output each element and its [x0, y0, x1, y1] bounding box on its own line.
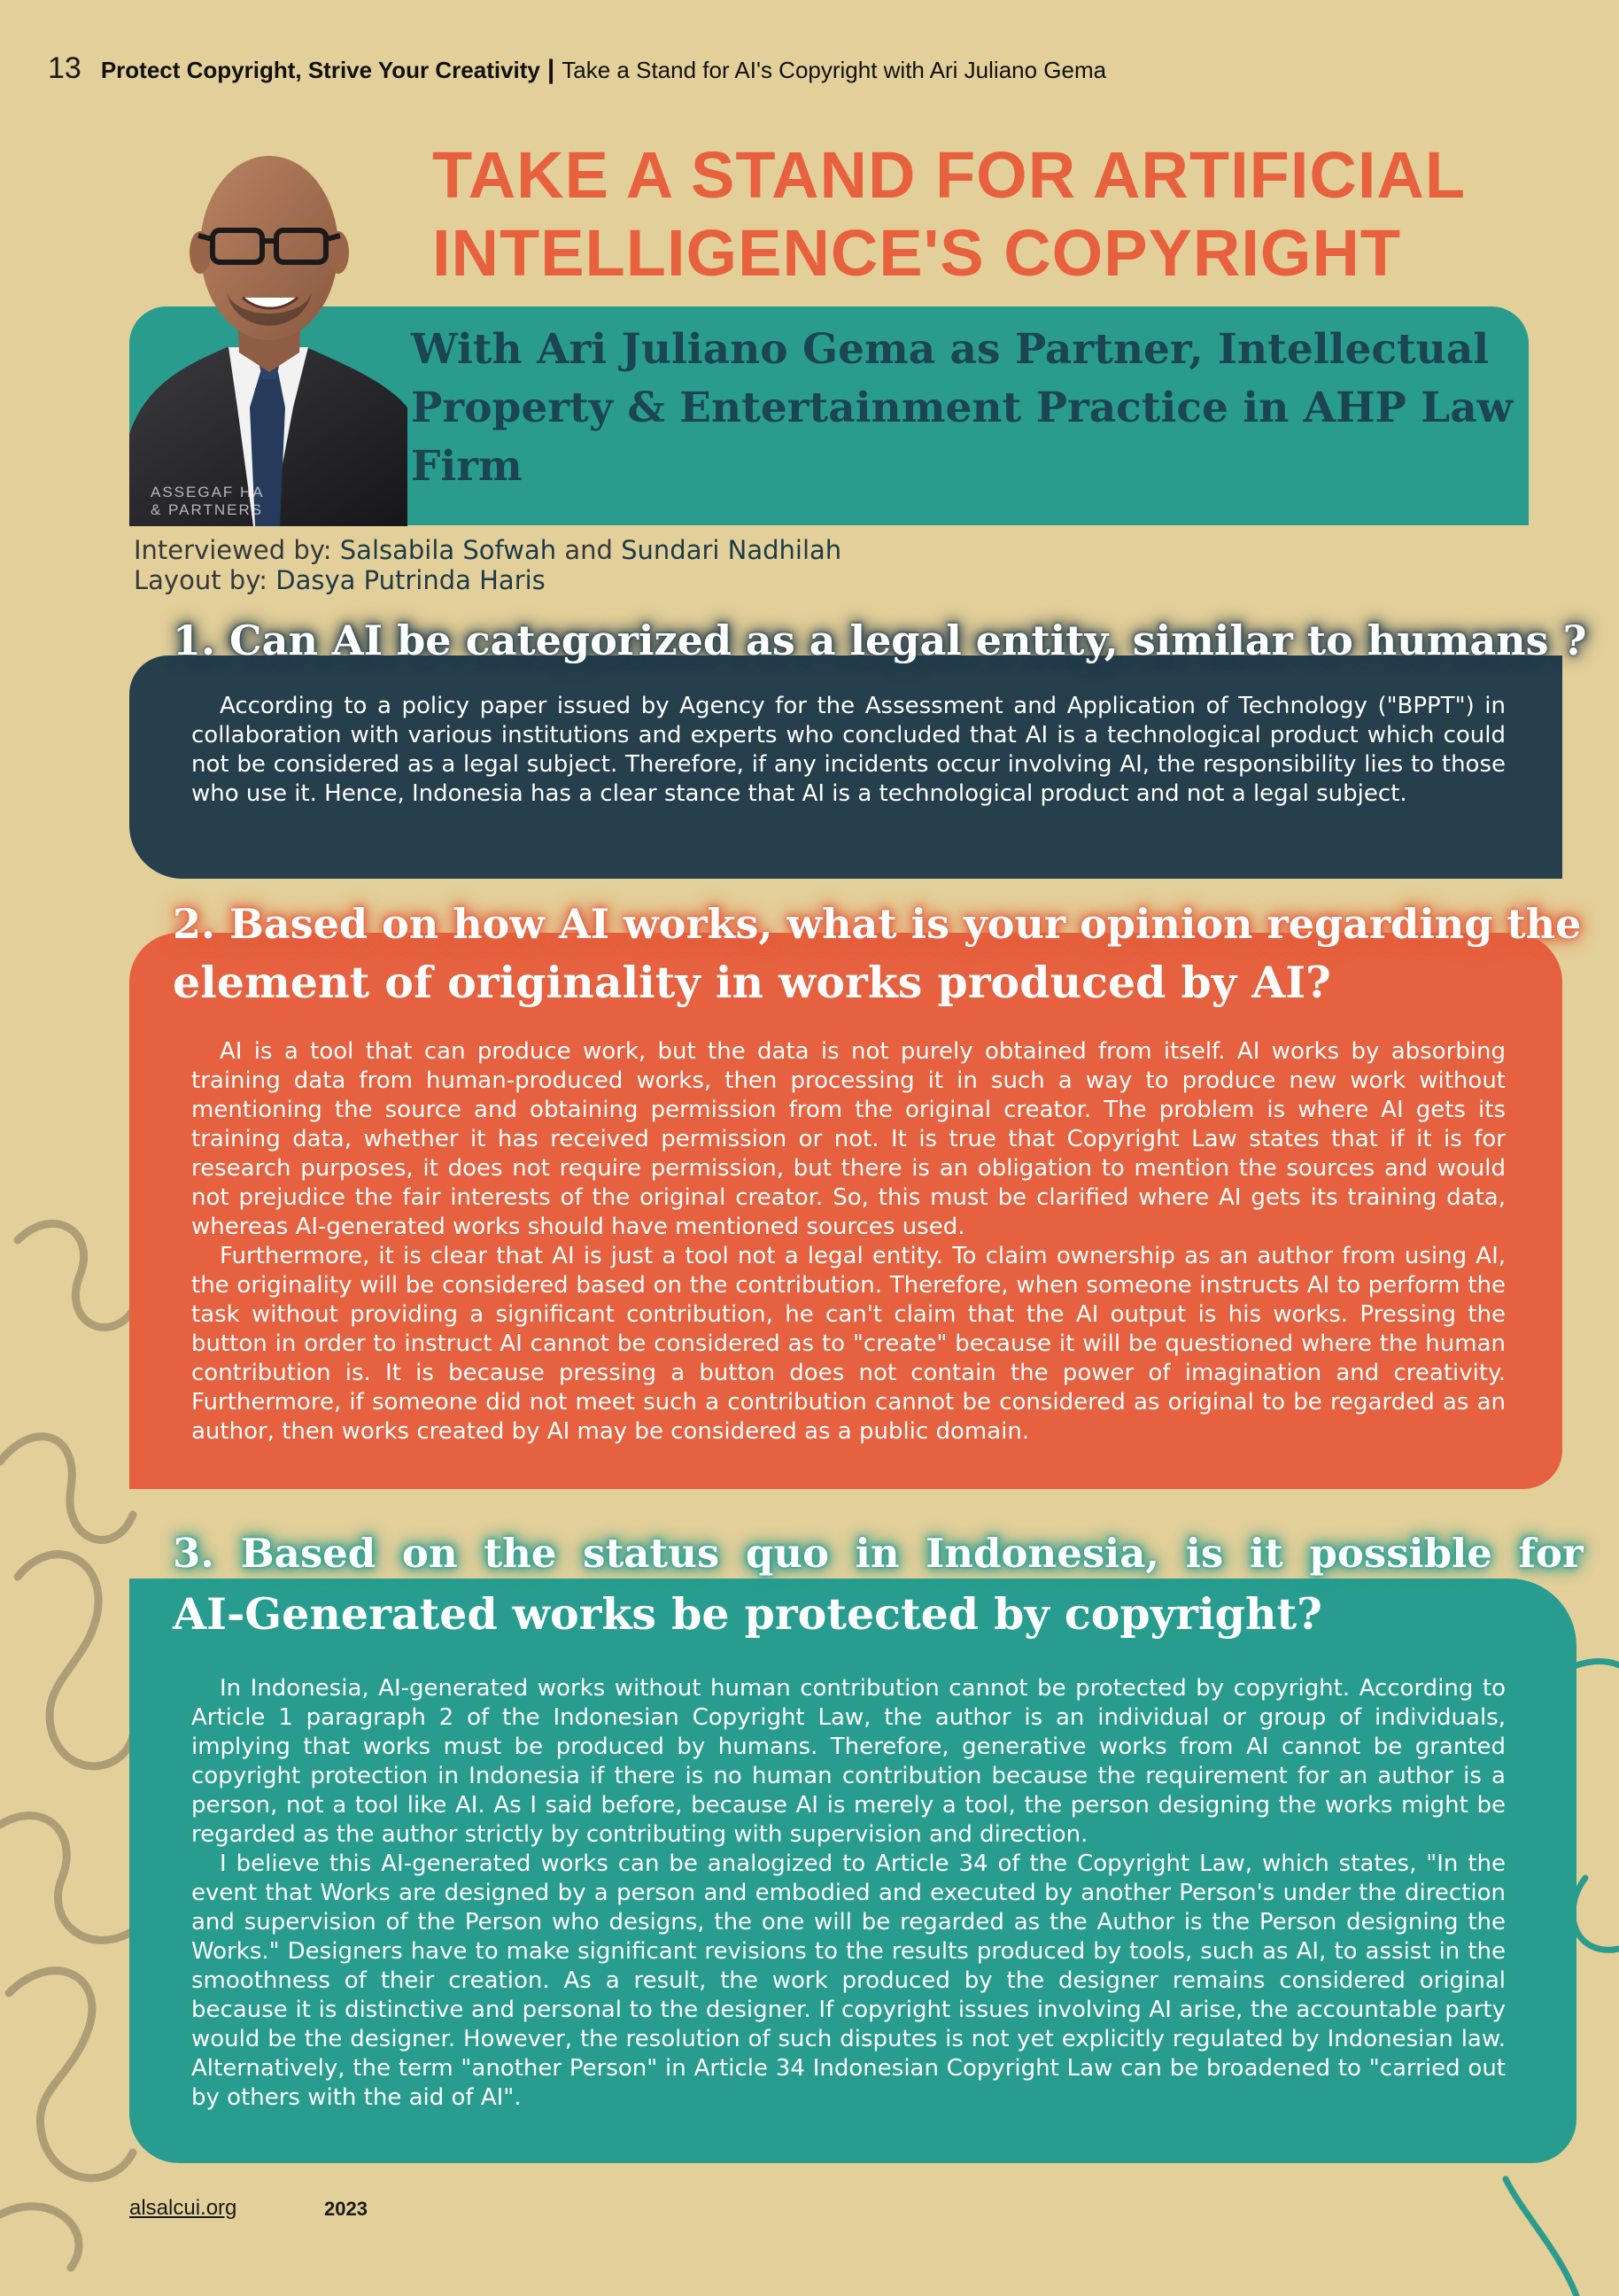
- section-3-answer: [191, 1674, 1506, 2113]
- article-title-line-1: TAKE A STAND FOR ARTIFICIAL: [432, 138, 1467, 212]
- page-number: 13: [48, 51, 81, 85]
- interviewed-label: Interviewed by:: [134, 535, 332, 565]
- subtitle-line-1: With Ari Juliano Gema as Partner, Intellectual: [411, 325, 1490, 374]
- page-header: [48, 51, 1106, 87]
- subtitle-line-3: Firm: [411, 442, 523, 491]
- section-3-paragraph: In Indonesia, AI-generated works without human contribution cannot be protected by copyright. According to Article 1 paragraph 2 of the Indonesian Copyright Law, the author is an individual or group of individuals, implying that works must be produced by humans. Therefore, generative works from AI cannot be granted copyright protection in Indonesia if there is no human contribution because the requirement for an author is a person, not a tool like AI. As I said before, because AI is merely a tool, the person designing the works might be regarded as the author strictly by contributing with supervision and direction.: [191, 1675, 1506, 1848]
- and-word: and: [564, 535, 613, 565]
- section-1-answer: [191, 692, 1506, 809]
- header-title-bold: Protect Copyright, Strive Your Creativity: [100, 57, 540, 83]
- section-3-paragraph: I believe this AI-generated works can be analogized to Article 34 of the Copyright Law, which states, "In the event that Works are designed by a person and embodied and executed by another Person's under the direction and supervision of the Person who designs, the one will be regarded as the Author is the Person designing the Works." Designers have to make significant revisions to the results produced by tools, such as AI, to assist in the smoothness of their creation. As a result, the work produced by the designer remains considered original because it is distinctive and personal to the designer. If copyright issues involving AI arise, the accountable party would be the designer. However, the resolution of such disputes is not yet explicitly regulated by Indonesian law. Alternatively, the term "another Person" in Article 34 Indonesian Copyright Law can be broadened to "carried out by others with the aid of AI".: [191, 1850, 1506, 2111]
- interviewer-1: Salsabila Sofwah: [339, 535, 557, 565]
- layout-designer: Dasya Putrinda Haris: [275, 565, 546, 595]
- section-1-paragraph: According to a policy paper issued by Agency for the Assessment and Application of Technology ("BPPT") in collaboration with various institutions and experts who concluded that AI is a technological product which could not be considered as a legal subject. Therefore, if any incidents occur involving AI, the responsibility lies to those who use it. Hence, Indonesia has a clear stance that AI is a technological product and not a legal subject.: [191, 693, 1506, 807]
- section-3-question-line-1: 3. Based on the status quo in Indonesia, is it possible for: [173, 1530, 1584, 1577]
- section-1-question: 1. Can AI be categorized as a legal entity, similar to humans ?: [173, 617, 1587, 664]
- photo-watermark-line-1: ASSEGAF HA: [151, 484, 265, 500]
- footer-website-link[interactable]: alsalcui.org: [129, 2196, 237, 2220]
- interview-credit: [134, 535, 841, 565]
- interviewer-2: Sundari Nadhilah: [621, 535, 842, 565]
- layout-label: Layout by:: [134, 565, 268, 595]
- layout-credit: [134, 565, 546, 595]
- article-title-line-2: INTELLIGENCE'S COPYRIGHT: [432, 216, 1402, 290]
- footer-year: 2023: [324, 2198, 368, 2220]
- section-2-paragraph: Furthermore, it is clear that AI is just a tool not a legal entity. To claim ownership as an author from using AI, the originality will be considered based on the contribution. Therefore, when someone instructs AI to perform the task without providing a significant contribution, he can't claim that the AI output is his works. Pressing the button in order to instruct AI cannot be considered as to "create" because it will be questioned where the human contribution is. It is because pressing a button does not contain the power of imagination and creativity. Furthermore, if someone did not meet such a contribution cannot be considered as original to be regarded as an author, then works created by AI may be considered as a public domain.: [191, 1243, 1506, 1445]
- section-2-answer: [191, 1037, 1506, 1447]
- header-title-light: Take a Stand for AI's Copyright with Ari Juliano Gema: [562, 57, 1107, 83]
- subtitle-line-2: Property & Entertainment Practice in AHP Law: [411, 384, 1514, 432]
- section-3-question-line-2: AI-Generated works be protected by copyright?: [173, 1588, 1322, 1640]
- header-separator: |: [546, 55, 555, 84]
- interviewee-photo: [129, 115, 407, 526]
- photo-watermark-line-2: & PARTNERS: [151, 501, 264, 518]
- section-2-question-line-1: 2. Based on how AI works, what is your opinion regarding the: [173, 900, 1582, 948]
- section-2-question-line-2: element of originality in works produced by AI?: [173, 957, 1331, 1008]
- section-2-paragraph: AI is a tool that can produce work, but the data is not purely obtained from itself. AI works by absorbing training data from human-produced works, then processing it in such a way to produce new work without mentioning the source and obtaining permission from the original creator. The problem is where AI gets its training data, whether it has received permission or not. It is true that Copyright Law states that if it is for research purposes, it does not require permission, but there is an obligation to mention the sources and would not prejudice the fair interests of the original creator. So, this must be clarified where AI gets its training data, whereas AI-generated works should have mentioned sources used.: [191, 1038, 1506, 1240]
